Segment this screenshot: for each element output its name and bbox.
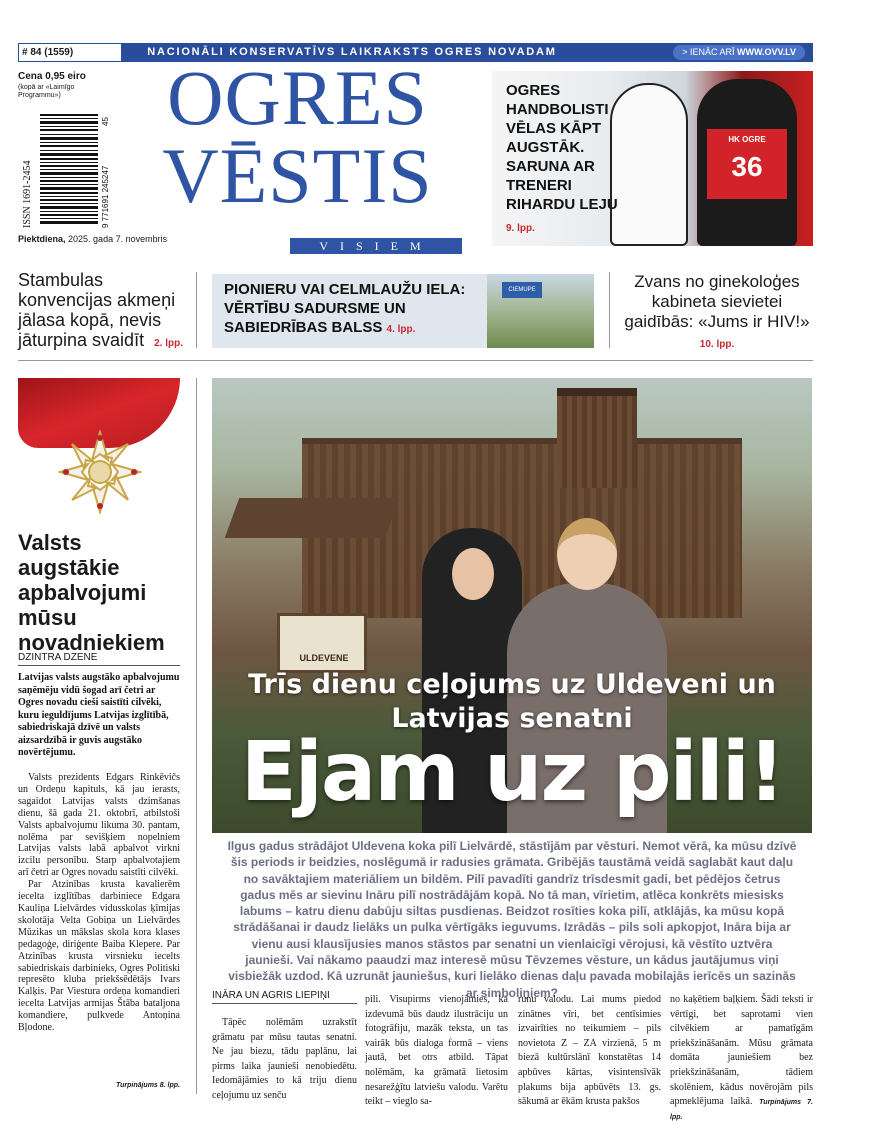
tagline: NACIONĀLI KONSERVATĪVS LAIKRAKSTS OGRES NOVADAM [147,46,557,58]
cover-subheadline: Trīs dienu ceļojums uz Uldeveni un Latvijas senatni [248,669,776,734]
barcode [18,110,114,230]
issn-text: ISSN 1691-2454 [22,160,33,228]
promo-page: 9. lpp. [506,223,535,234]
club-name: HK OGRE [728,135,766,144]
divider [196,272,197,348]
cover-column-1 [212,1016,357,1104]
masthead-sub: VISIEM [290,238,462,254]
castle-sign-text: ULDEVENE [299,653,349,663]
teaser-street[interactable] [212,274,594,348]
cover-paragraph: Tāpēc nolēmām uzrakstīt grāmatu par mūsu tautas senatni. Ne jau biezu, tādu paplānu, lai pirms laika jaunieši nenobiedētu. Iedomājāmies to kā triju dienu ceļojumu uz senču [212,1017,357,1101]
left-article-paragraph: Valsts prezidents Edgars Rinkēvičs un Ordeņu kapituls, kā jau ierasts, sagaidot Latvijas valsts dzimšanas dienu, šā gada 21. oktobrī, atbilstoši Valsts apbalvojumu likuma 30. pantam, nolēma par sevišķiem nopelniem Latvijas valsts labā apbalvot virkni izcilu personību. Starp apbalvotajiem arī četri ar Ogres novadu saistīti cilvēki. [18,772,180,879]
left-article-body [18,772,180,1034]
teaser-istanbul-page: 2. lpp. [154,338,183,349]
barcode-number: 9 771691 245247 [101,165,110,228]
column-divider [196,378,197,1094]
cover-headline: Ejam uz pili! [240,725,784,820]
cover-photo [212,378,812,833]
price: Cena 0,95 eiro [18,71,86,82]
barcode-bars [40,114,98,224]
teaser-istanbul-text: Stambulas konvencijas akmeņi jālasa kopā, nevis jāturpina svaidīt [18,270,176,350]
cover-paragraph: no kaķētiem baļķiem. Šādi teksti ir vērtīgi, bet saprotami vien cilvēkiem ar pamatīgām priekšzināšanām. Mūsu grāmata domāta jauniešiem bez priekšzināšanām, tādiem skolēniem, kādus novērojām pils apmeklējuma laikā. [670,994,813,1108]
medal-photo [18,378,180,523]
teaser-hiv-page: 10. lpp. [699,339,735,350]
castle-roof [225,498,400,538]
left-article-lead: Latvijas valsts augstāko apbalvojumu saņēmēju vidū šogad arī četri ar Ogres novadu cieši saistīti cilvēki, kuru ieguldījums Latvijas izglītībā, sabiedriskajā dzīvē un valsts aizsardzībā ir guvis augstāko novērtējumu. [18,672,180,758]
masthead-line-1: OGRES [167,54,428,141]
left-article-author: DZINTRA DZENE [18,652,180,666]
masthead-line-2: VĒSTIS [162,132,433,219]
girl-face [452,548,494,600]
cover-author: INĀRA UN AGRIS LIEPIŅI [212,990,357,1004]
teaser-street-text [224,280,484,339]
cover-continued: Turpinājums 7. lpp. [670,1099,813,1121]
promo-headline: OGRES HANDBOLISTI VĒLAS KĀPT AUGSTĀK. SARUNA AR TRENERI RIHARDU LEJU [506,82,618,213]
teaser-street-headline: PIONIERU VAI CELMLAUŽU IELA: VĒRTĪBU SADURSME UN SABIEDRĪBAS BALSS [224,281,466,336]
website-link[interactable] [673,45,805,60]
teaser-street-page: 4. lpp. [386,324,416,335]
issue-date [18,234,167,244]
left-article-paragraph: Par Atzinības krusta kavalierēm iecelta izglītības darbiniece Edgara Kauliņa Lielvārdes vidusskolas ķīmijas skolotāja Velta Gobiņa un Lielvārdes Mūzikas un mākslas skola kora klases pedagoģe, diriģente Baiba Klepere. Par Atzinības krusta virsnieku iecelts sabiedriskais darbinieks, Ogres Politiski represēto kluba priekšsēdētājs Ivars Kalķis. Par Viestura ordeņa komandieri iecelta Latvijas armijas Štāba bataljona komandiere, pulkvede Antoņina Bļodone. [18,879,180,1034]
promo-handball[interactable] [492,71,813,246]
cover-column-3: runu valodu. Lai mums piedod zinātnes vīri, bet centīsimies izvairīties no teikumiem – pils novietota Z – ZA virzienā, 5 m biezā kultūrslānī konstatētas 14 apbūves kārtas, visintensīvāk plakums bija apbūvēts 13. gs. sākumā ar ēkām krusta pakšos [518,994,661,1108]
order-cross-icon [58,430,142,514]
teaser-hiv[interactable] [622,272,812,355]
castle-tower [557,388,637,488]
cover-column-2: pili. Visupirms vienojāmies, ka izdevumā būs daudz ilustrāciju un fotogrāfiju, mazāk teksta, un tas vairāk būs dialoga formā – viens jautā, bet otrs atbild. Tāpat nolēmām, ka grāmatā lietosim nesarežģītu latviešu valodu. Varētu teikt – vieglo sa- [365,994,508,1108]
teaser-hiv-text: Zvans no ginekoloģes kabineta sievietei gaidībās: «Jums ir HIV!» [624,272,810,331]
boy-face [557,518,617,590]
street-sign: CIEMUPE [502,282,542,298]
issue-weekday: Piektdiena, [18,234,66,244]
barcode-issue: 45 [101,117,110,126]
cover-intro: Ilgus gadus strādājot Uldevena koka pilī Lielvārdē, stāstījām par vēsturi. Nemot vērā, ka mūsu dzīvē šis periods ir beidzies, noslēgumā ir radusies grāmata. Gribējās taustāmā veidā saglabāt kaut daļu no savāktajiem materiāliem un bildēm. Pilī pavadīti gandrīz trīsdesmit gadi, bet pēdējos četrus gadus mēs ar sievinu Ināru pilī nostrādājām kopā. No tā man, vīrietim, atlēca konkrēts miesisks labums – katru dienu dabūju siltas pusdienas. Beidzot rosīties koka pilī, atklājās, ka mūsu kopā strādāšanai ir daudz lielāks un pulka vērtīgāks ieguvums. Izrādās – pils soli apkopjot, Ināra bija ar vienu ausi klausījusies manos stāstos par senatni un vienlaicīgi vērojusi, kā vēstīto uztvēra jaunieši. Vai nākamo paaudzi maz interesē mūsu Tēvzemes vēsture, un kādus jautājumus viņi visbiežāk uzdod. Kā uzrunāt jauniešus, kuri lielāko dienas daļu pavada mobilajās ierīcēs un sazinās ar simboliņiem? [227,839,797,1000]
website-prefix: > IENĀC ARĪ [682,47,737,57]
left-article-continued: Turpinājums 8. lpp. [115,1082,180,1089]
jersey-number: 36 [731,151,763,182]
issue-number: # 84 (1559) [18,43,122,62]
horizontal-rule [18,360,813,361]
teaser-istanbul[interactable] [18,270,190,354]
issue-date-rest: 2025. gada 7. novembris [65,234,168,244]
divider [609,272,610,348]
left-article-headline: Valsts augstākie apbalvojumi mūsu novadniekiem [18,530,165,655]
cover-column-4 [670,993,813,1124]
website-url: WWW.OVV.LV [736,47,796,57]
price-note: (kopā ar «Laimīgo Programmu») [18,84,75,99]
castle-signboard [277,613,367,673]
